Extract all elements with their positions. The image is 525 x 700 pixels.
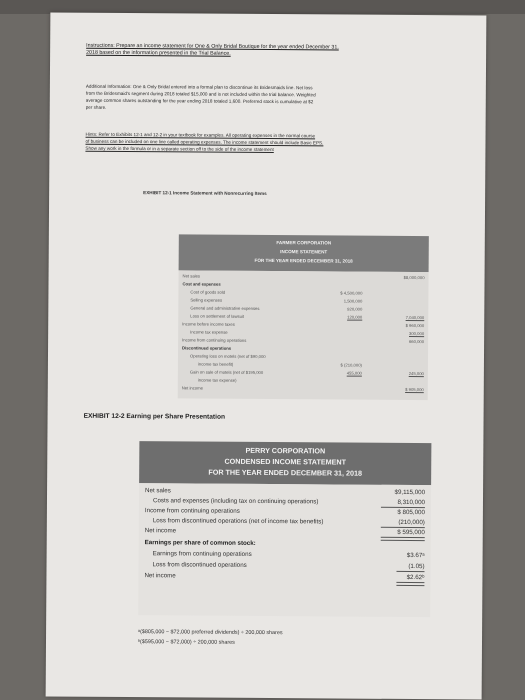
ex2-row-value: $3.67ᵃ [406,551,425,560]
ex1-row-label: Gain on sale of motels (net of $195,000 [189,369,264,375]
ex2-row-value: $9,115,000 [394,488,426,497]
ex1-row-value: 300,000 [409,330,425,337]
hints-line: Hints: Refer to Exhibits 12-1 and 12-2 in your textbook for examples. All operating expenses in the normal course [85,131,316,139]
exhibit2-period: FOR THE YEAR ENDED DECEMBER 31, 2018 [208,467,363,478]
instructions-line: Instructions: Prepare an income statement for One & Only Bridal Boutique for the year ended December 31, [86,42,339,51]
instructions-line: 2018 based on the information presented in the Trial Balance. [86,49,231,57]
ex1-row-value: 455,000 [346,370,362,376]
ex1-row-label: Operating loss on motels (net of $90,000 [189,353,266,359]
ex1-row-value: 920,000 [347,306,363,312]
ex1-row-value: 120,000 [347,314,363,320]
ex1-row-value: $ 905,000 [405,386,424,393]
ex1-row-value: 1,500,000 [343,298,363,304]
document-page [46,12,487,699]
ex2-row-label: Net sales [145,487,171,495]
ex2-row-label: Loss from discontinued operations [152,561,247,569]
exhibit1-title: EXHIBIT 12-1 Income Statement with Nonrecurring Items [143,190,267,197]
exhibit1-period: FOR THE YEAR ENDED DECEMBER 31, 2018 [254,257,353,264]
exhibit2-company: PERRY CORPORATION [245,445,326,456]
footnote-b: ᵇ($595,000 − $72,000) ÷ 200,000 shares [137,639,235,646]
ex2-row-value: $2.62ᵇ [406,573,425,582]
ex1-row-label: income tax benefit) [197,361,234,367]
additional-information [86,83,474,114]
double-underline [396,582,424,586]
ex1-row-value: 7,040,000 [405,314,425,321]
exhibit1-company: FARMER CORPORATION [276,240,332,246]
exhibit2-title: EXHIBIT 12-2 Earning per Share Presentation [83,412,226,421]
ex2-row-label: Loss from discontinued operations (net of income tax benefits) [152,517,324,526]
underline [396,571,424,572]
ex1-row-label: General and administrative expenses [190,305,260,311]
ex1-row-label: Cost of goods sold [190,289,226,295]
ex1-row-label: Loss on settlement of lawsuit [190,313,245,319]
ex2-row-label: Earnings from continuing operations [152,550,252,558]
ex1-section-label: Cost and expenses [182,281,221,287]
instructions [86,43,476,60]
exhibit2-statement: CONDENSED INCOME STATEMENT [224,456,347,467]
ex2-row-label: Net income [144,572,176,580]
ex2-row-value: 8,310,000 [397,498,426,507]
underline [381,527,425,528]
underline [381,507,425,508]
exhibit1-body [178,270,429,400]
ex1-row-label: Net sales [182,273,201,279]
additional-line: Additional Information: One & Only Bridal entered into a formal plan to discontinue its Bridesmaids line. Net loss [85,83,313,91]
ex1-row-label: Income tax expense [190,329,228,335]
exhibit2-header [139,441,431,485]
ex1-row-value: $ (210,000) [340,362,362,368]
ex1-row-label: Income before income taxes [182,321,235,327]
exhibit2-body [138,483,431,617]
additional-line: average common shares outstanding for the year ending 2018 totaled 1,600. Preferred stock is cumulative at $2 [85,97,314,105]
ex1-row-value: 660,000 [408,338,425,345]
ex1-row-label: Income from continuing operations [182,337,247,343]
ex2-row-label: Income from continuing operations [144,507,240,515]
ex2-section-label: Earnings per share of common stock: [144,539,256,547]
ex1-row-value: $8,000,000 [403,274,425,281]
ex1-row-value: 245,000 [408,370,424,377]
additional-line: per share. [85,104,107,110]
ex1-row-label: Selling expenses [190,297,223,303]
ex2-row-label: Costs and expenses (including tax on continuing operations) [152,497,319,506]
ex1-row-label: Net income [181,385,203,391]
ex2-row-value: $ 805,000 [397,508,425,517]
exhibit1-header [179,234,429,272]
ex1-section-label: Discontinued operations [182,345,232,351]
double-underline [381,537,425,541]
ex2-row-value: (210,000) [398,518,425,527]
ex1-row-value: $ 4,500,000 [340,290,363,296]
hints [85,131,475,155]
hints-line: Show any work in the formula or in a separate section off to the side of the income statement [85,145,274,153]
ex1-row-value: $ 960,000 [405,322,425,329]
additional-line: from the Bridesmaid's segment during 2018 totaled $15,000 and is not included within the trial balance. Weighted [85,90,316,98]
exhibit1-statement: INCOME STATEMENT [280,249,328,255]
ex2-row-value: (1.05) [408,562,425,571]
ex2-row-value: $ 595,000 [397,528,425,537]
ex1-row-label: income tax expense) [197,377,237,383]
ex2-row-label: Net income [144,527,177,535]
hints-line: of business can be included on one line called operating expenses. The income statement should include Basic EPS. [85,138,324,146]
footnote-a: ᵃ($805,000 − $72,000 preferred dividends) ÷ 200,000 shares [138,629,283,637]
